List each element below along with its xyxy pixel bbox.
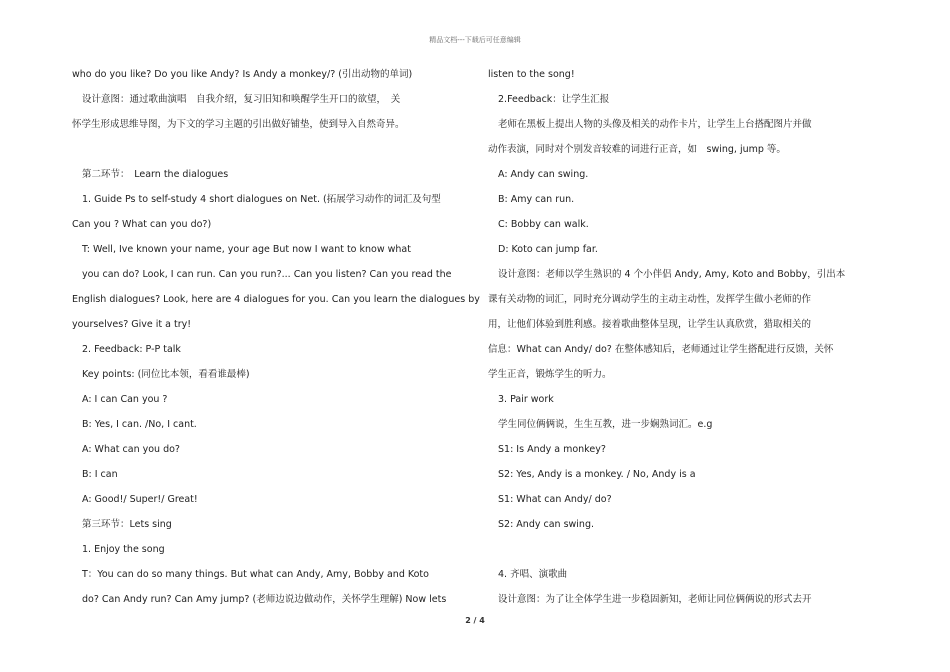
text-line: A: What can you do? <box>82 444 180 455</box>
text-line: D: Koto can jump far. <box>498 244 598 255</box>
text-line: 课有关动物的词汇，同时充分调动学生的主动主动性，发挥学生做小老师的作 <box>488 294 812 305</box>
text-line: yourselves? Give it a try! <box>72 319 192 330</box>
text-line: 信息：What can Andy/ do? 在整体感知后，老师通过让学生搭配进行反馈，关怀 <box>488 344 834 355</box>
text-line: T: Well, Ive known your name, your age But now I want to know what <box>82 244 411 255</box>
text-line: A: Good!/ Super!/ Great! <box>82 494 198 505</box>
text-line: S1: What can Andy/ do? <box>498 494 612 505</box>
text-line: 第三环节：Lets sing <box>82 519 172 530</box>
text-line: listen to the song! <box>488 69 575 80</box>
text-line: S2: Andy can swing. <box>498 519 595 530</box>
page-number: 2 / 4 <box>465 616 485 625</box>
text-line: who do you like? Do you like Andy? Is Andy a monkey/? (引出动物的单词) <box>72 69 413 80</box>
text-line: B: I can <box>82 469 118 480</box>
left-column <box>72 62 480 612</box>
text-line: 1. Guide Ps to self-study 4 short dialogues on Net. (拓展学习动作的词汇及句型 <box>82 194 441 205</box>
text-line: 动作表演，同时对个别发音较难的词进行正音，如 swing, jump 等。 <box>488 144 786 155</box>
text-line: 学生正音，锻炼学生的听力。 <box>488 369 612 380</box>
text-line: English dialogues? Look, here are 4 dialogues for you. Can you learn the dialogues by <box>72 294 480 305</box>
text-line: 设计意图：为了让全体学生进一步稳固新知，老师让同位俩俩说的形式去开 <box>498 594 812 605</box>
right-column <box>488 62 888 612</box>
text-line: 设计意图：老师以学生熟识的 4 个小伴侣 Andy, Amy, Koto and Bobby，引出本 <box>498 269 846 280</box>
text-line: A: I can Can you ? <box>82 394 168 405</box>
text-line: S1: Is Andy a monkey? <box>498 444 606 455</box>
text-line: 3. Pair work <box>498 394 554 405</box>
text-line: Can you ? What can you do?) <box>72 219 212 230</box>
text-line: B: Yes, I can. /No, I cant. <box>82 419 197 430</box>
text-line: C: Bobby can walk. <box>498 219 589 230</box>
text-line: 老师在黑板上提出人物的头像及相关的动作卡片，让学生上台搭配图片并做 <box>498 119 812 130</box>
text-line: S2: Yes, Andy is a monkey. / No, Andy is a <box>498 469 696 480</box>
page-header: 精品文档---下载后可任意编辑 <box>429 36 521 44</box>
text-line: 2. Feedback: P-P talk <box>82 344 181 355</box>
text-line: 1. Enjoy the song <box>82 544 165 555</box>
text-line <box>72 137 472 162</box>
text-line: 学生同位俩俩说，生生互教，进一步娴熟词汇。e.g <box>498 419 713 430</box>
text-line: 4. 齐唱、演歌曲 <box>498 569 568 580</box>
text-line: 设计意图：通过歌曲演唱 自我介绍，复习旧知和唤醒学生开口的欲望， 关 <box>82 94 401 105</box>
text-line: A: Andy can swing. <box>498 169 589 180</box>
text-line: T：You can do so many things. But what can Andy, Amy, Bobby and Koto <box>82 569 429 580</box>
text-line: do? Can Andy run? Can Amy jump? (老师边说边做动作，关怀学生理解) Now lets <box>82 594 447 605</box>
text-line: you can do? Look, I can run. Can you run?... Can you listen? Can you read the <box>82 269 452 280</box>
text-line: B: Amy can run. <box>498 194 575 205</box>
text-line: 怀学生形成思维导图，为下文的学习主题的引出做好铺垫，使到导入自然奇异。 <box>72 119 405 130</box>
text-line: 用，让他们体验到胜利感。接着歌曲整体呈现，让学生认真欣赏，猎取相关的 <box>488 319 812 330</box>
text-line: Key points: (同位比本领，看看谁最棒) <box>82 369 250 380</box>
text-line: 第二环节： Learn the dialogues <box>82 169 229 180</box>
text-line <box>488 537 888 562</box>
text-line: 2.Feedback：让学生汇报 <box>498 94 610 105</box>
